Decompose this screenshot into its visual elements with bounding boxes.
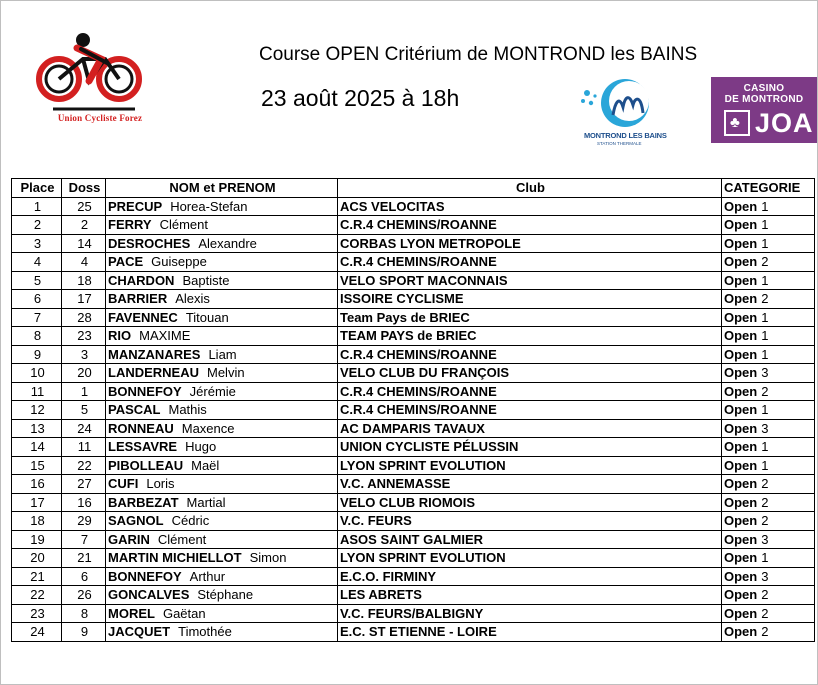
category-name: Open — [724, 383, 758, 399]
rider-lastname: LANDERNEAU — [108, 365, 199, 381]
rider-firstname: Jérémie — [189, 383, 236, 399]
cell-name — [106, 456, 338, 475]
header-club: Club — [338, 179, 722, 198]
rider-lastname: BARRIER — [108, 291, 168, 307]
rider-lastname: BARBEZAT — [108, 494, 179, 510]
category-name: Open — [724, 328, 758, 344]
table-row — [12, 290, 815, 309]
rider-firstname: Loris — [146, 476, 175, 492]
category-level: 2 — [761, 291, 769, 307]
category-level: 2 — [761, 587, 769, 603]
table-row — [12, 253, 815, 272]
cell-name — [106, 234, 338, 253]
cell-category — [722, 234, 815, 253]
cell-category — [722, 567, 815, 586]
rider-firstname: Clément — [157, 531, 207, 547]
rider-firstname: Alexis — [175, 291, 210, 307]
rider-lastname: RONNEAU — [108, 420, 174, 436]
cell-place: 17 — [12, 493, 62, 512]
header-category: CATEGORIE — [722, 179, 815, 198]
table-row — [12, 216, 815, 235]
cell-category — [722, 475, 815, 494]
cell-club: E.C. ST ETIENNE - LOIRE — [338, 623, 722, 642]
cell-club: V.C. FEURS — [338, 512, 722, 531]
rider-firstname: Simon — [249, 550, 287, 566]
rider-firstname: Titouan — [185, 309, 229, 325]
cell-club: C.R.4 CHEMINS/ROANNE — [338, 345, 722, 364]
cell-doss: 5 — [62, 401, 106, 420]
cell-category — [722, 512, 815, 531]
category-name: Open — [724, 624, 758, 640]
cell-doss: 28 — [62, 308, 106, 327]
rider-lastname: CUFI — [108, 476, 139, 492]
cell-place: 10 — [12, 364, 62, 383]
category-level: 2 — [761, 494, 769, 510]
table-row — [12, 549, 815, 568]
cell-category — [722, 530, 815, 549]
table-row — [12, 604, 815, 623]
header-name: NOM et PRENOM — [106, 179, 338, 198]
table-row — [12, 382, 815, 401]
cell-name — [106, 271, 338, 290]
cell-club: C.R.4 CHEMINS/ROANNE — [338, 216, 722, 235]
cell-doss: 21 — [62, 549, 106, 568]
category-name: Open — [724, 439, 758, 455]
table-row — [12, 419, 815, 438]
cell-club: VELO CLUB RIOMOIS — [338, 493, 722, 512]
cell-name — [106, 549, 338, 568]
casino-joa-logo — [711, 77, 817, 143]
table-row — [12, 271, 815, 290]
cell-category — [722, 586, 815, 605]
cell-doss: 16 — [62, 493, 106, 512]
ucf-logo — [31, 29, 151, 129]
cell-place: 15 — [12, 456, 62, 475]
cell-doss: 2 — [62, 216, 106, 235]
table-row — [12, 530, 815, 549]
rider-firstname: Maël — [191, 457, 220, 473]
cell-place: 2 — [12, 216, 62, 235]
cell-club: CORBAS LYON METROPOLE — [338, 234, 722, 253]
rider-firstname: Hugo — [185, 439, 217, 455]
cell-club: ACS VELOCITAS — [338, 197, 722, 216]
results-body — [12, 197, 815, 641]
cell-place: 5 — [12, 271, 62, 290]
cell-club: LES ABRETS — [338, 586, 722, 605]
table-row — [12, 234, 815, 253]
cell-place: 18 — [12, 512, 62, 531]
category-name: Open — [724, 254, 758, 270]
cell-doss: 17 — [62, 290, 106, 309]
rider-firstname: Baptiste — [182, 272, 230, 288]
category-level: 1 — [761, 198, 769, 214]
cell-category — [722, 382, 815, 401]
category-level: 1 — [761, 346, 769, 362]
rider-lastname: MANZANARES — [108, 346, 201, 362]
cell-category — [722, 623, 815, 642]
cell-doss: 24 — [62, 419, 106, 438]
cell-name — [106, 623, 338, 642]
rider-firstname: MAXIME — [139, 328, 191, 344]
table-row — [12, 327, 815, 346]
cell-name — [106, 364, 338, 383]
category-level: 2 — [761, 254, 769, 270]
rider-firstname: Melvin — [207, 365, 245, 381]
cell-doss: 27 — [62, 475, 106, 494]
cell-doss: 11 — [62, 438, 106, 457]
cell-club: VELO CLUB DU FRANÇOIS — [338, 364, 722, 383]
rider-lastname: GONCALVES — [108, 587, 190, 603]
category-name: Open — [724, 457, 758, 473]
cell-club: C.R.4 CHEMINS/ROANNE — [338, 401, 722, 420]
category-name: Open — [724, 494, 758, 510]
category-level: 1 — [761, 328, 769, 344]
rider-lastname: JACQUET — [108, 624, 171, 640]
table-row — [12, 438, 815, 457]
cell-club: ISSOIRE CYCLISME — [338, 290, 722, 309]
category-name: Open — [724, 217, 758, 233]
cell-name — [106, 345, 338, 364]
cell-place: 8 — [12, 327, 62, 346]
cell-doss: 4 — [62, 253, 106, 272]
cell-place: 1 — [12, 197, 62, 216]
cell-place: 20 — [12, 549, 62, 568]
category-level: 1 — [761, 550, 769, 566]
cell-place: 19 — [12, 530, 62, 549]
category-level: 1 — [761, 272, 769, 288]
ucf-logo-text: Union Cycliste Forez — [57, 113, 143, 123]
cell-category — [722, 345, 815, 364]
montrond-m-icon — [575, 73, 675, 131]
category-level: 2 — [761, 476, 769, 492]
cell-doss: 26 — [62, 586, 106, 605]
cell-name — [106, 438, 338, 457]
rider-lastname: MOREL — [108, 605, 155, 621]
cell-category — [722, 216, 815, 235]
cell-club: ASOS SAINT GALMIER — [338, 530, 722, 549]
cell-club: TEAM PAYS de BRIEC — [338, 327, 722, 346]
rider-firstname: Timothée — [178, 624, 232, 640]
clover-icon: ♣ — [724, 110, 750, 136]
cell-place: 21 — [12, 567, 62, 586]
cell-doss: 8 — [62, 604, 106, 623]
montrond-logo — [575, 73, 675, 153]
cell-category — [722, 401, 815, 420]
rider-firstname: Alexandre — [198, 235, 257, 251]
cell-category — [722, 290, 815, 309]
rider-lastname: LESSAVRE — [108, 439, 178, 455]
cell-club: LYON SPRINT EVOLUTION — [338, 456, 722, 475]
cell-club: V.C. ANNEMASSE — [338, 475, 722, 494]
rider-lastname: RIO — [108, 328, 132, 344]
table-row — [12, 493, 815, 512]
cyclist-icon — [31, 29, 151, 113]
cell-club: C.R.4 CHEMINS/ROANNE — [338, 253, 722, 272]
cell-category — [722, 253, 815, 272]
category-name: Open — [724, 272, 758, 288]
category-level: 3 — [761, 531, 769, 547]
cell-doss: 7 — [62, 530, 106, 549]
cell-club: C.R.4 CHEMINS/ROANNE — [338, 382, 722, 401]
category-level: 1 — [761, 309, 769, 325]
cell-category — [722, 419, 815, 438]
rider-lastname: BONNEFOY — [108, 568, 182, 584]
cell-name — [106, 586, 338, 605]
cell-doss: 1 — [62, 382, 106, 401]
category-name: Open — [724, 550, 758, 566]
cell-place: 13 — [12, 419, 62, 438]
category-level: 2 — [761, 605, 769, 621]
cell-doss: 20 — [62, 364, 106, 383]
casino-logo-line2: DE MONTROND — [724, 94, 804, 105]
cell-place: 6 — [12, 290, 62, 309]
cell-place: 7 — [12, 308, 62, 327]
category-level: 1 — [761, 235, 769, 251]
rider-firstname: Martial — [186, 494, 226, 510]
montrond-logo-name: MONTROND LES BAINS — [584, 131, 667, 140]
category-name: Open — [724, 531, 758, 547]
race-date: 23 août 2025 à 18h — [261, 85, 460, 111]
table-row — [12, 364, 815, 383]
results-table — [11, 178, 815, 642]
rider-firstname: Clément — [159, 217, 208, 233]
cell-club: Team Pays de BRIEC — [338, 308, 722, 327]
rider-lastname: SAGNOL — [108, 513, 164, 529]
cell-doss: 18 — [62, 271, 106, 290]
cell-name — [106, 290, 338, 309]
cell-name — [106, 401, 338, 420]
category-name: Open — [724, 402, 758, 418]
table-row — [12, 401, 815, 420]
table-row — [12, 456, 815, 475]
cell-club: VELO SPORT MACONNAIS — [338, 271, 722, 290]
category-name: Open — [724, 420, 758, 436]
table-row — [12, 586, 815, 605]
table-row — [12, 512, 815, 531]
table-header-row — [12, 179, 815, 198]
category-level: 3 — [761, 365, 769, 381]
cell-club: UNION CYCLISTE PÉLUSSIN — [338, 438, 722, 457]
category-level: 3 — [761, 420, 769, 436]
montrond-logo-sub: STATION THERMALE — [597, 141, 642, 146]
rider-lastname: PASCAL — [108, 402, 161, 418]
cell-name — [106, 382, 338, 401]
category-level: 2 — [761, 624, 769, 640]
cell-doss: 6 — [62, 567, 106, 586]
category-name: Open — [724, 476, 758, 492]
cell-category — [722, 438, 815, 457]
rider-lastname: PACE — [108, 254, 144, 270]
cell-name — [106, 327, 338, 346]
table-row — [12, 475, 815, 494]
category-name: Open — [724, 291, 758, 307]
cell-category — [722, 197, 815, 216]
race-title: Course OPEN Critérium de MONTROND les BAINS — [259, 44, 698, 65]
category-name: Open — [724, 198, 758, 214]
cell-place: 16 — [12, 475, 62, 494]
table-row — [12, 345, 815, 364]
cell-name — [106, 216, 338, 235]
cell-place: 9 — [12, 345, 62, 364]
table-row — [12, 308, 815, 327]
category-level: 2 — [761, 383, 769, 399]
rider-lastname: CHARDON — [108, 272, 175, 288]
category-level: 1 — [761, 402, 769, 418]
rider-lastname: DESROCHES — [108, 235, 191, 251]
cell-doss: 23 — [62, 327, 106, 346]
category-level: 3 — [761, 568, 769, 584]
rider-firstname: Mathis — [168, 402, 207, 418]
cell-name — [106, 308, 338, 327]
category-name: Open — [724, 605, 758, 621]
cell-club: V.C. FEURS/BALBIGNY — [338, 604, 722, 623]
cell-doss: 14 — [62, 234, 106, 253]
rider-lastname: FERRY — [108, 217, 152, 233]
cell-name — [106, 512, 338, 531]
cell-name — [106, 567, 338, 586]
cell-category — [722, 308, 815, 327]
cell-club: AC DAMPARIS TAVAUX — [338, 419, 722, 438]
cell-category — [722, 327, 815, 346]
cell-category — [722, 493, 815, 512]
rider-firstname: Arthur — [189, 568, 226, 584]
rider-firstname: Liam — [208, 346, 237, 362]
table-row — [12, 623, 815, 642]
cell-name — [106, 475, 338, 494]
table-row — [12, 567, 815, 586]
cell-place: 4 — [12, 253, 62, 272]
cell-place: 22 — [12, 586, 62, 605]
category-name: Open — [724, 309, 758, 325]
header-place: Place — [12, 179, 62, 198]
cell-doss: 25 — [62, 197, 106, 216]
cell-place: 11 — [12, 382, 62, 401]
cell-doss: 9 — [62, 623, 106, 642]
header-doss: Doss — [62, 179, 106, 198]
cell-place: 12 — [12, 401, 62, 420]
cell-category — [722, 604, 815, 623]
casino-logo-line1: CASINO — [743, 83, 785, 94]
category-level: 1 — [761, 457, 769, 473]
rider-lastname: FAVENNEC — [108, 309, 178, 325]
rider-firstname: Horea-Stefan — [170, 198, 248, 214]
category-level: 1 — [761, 439, 769, 455]
cell-name — [106, 604, 338, 623]
cell-place: 23 — [12, 604, 62, 623]
category-name: Open — [724, 513, 758, 529]
cell-doss: 3 — [62, 345, 106, 364]
cell-name — [106, 493, 338, 512]
casino-logo-brand: JOA — [755, 108, 814, 138]
rider-firstname: Guiseppe — [151, 254, 207, 270]
table-row — [12, 197, 815, 216]
cell-place: 14 — [12, 438, 62, 457]
cell-place: 24 — [12, 623, 62, 642]
cell-club: LYON SPRINT EVOLUTION — [338, 549, 722, 568]
cell-name — [106, 197, 338, 216]
cell-place: 3 — [12, 234, 62, 253]
category-name: Open — [724, 365, 758, 381]
rider-lastname: GARIN — [108, 531, 150, 547]
category-level: 1 — [761, 217, 769, 233]
cell-category — [722, 456, 815, 475]
rider-lastname: MARTIN MICHIELLOT — [108, 550, 242, 566]
cell-club: E.C.O. FIRMINY — [338, 567, 722, 586]
rider-lastname: BONNEFOY — [108, 383, 182, 399]
cell-category — [722, 549, 815, 568]
cell-name — [106, 530, 338, 549]
rider-firstname: Stéphane — [197, 587, 254, 603]
category-name: Open — [724, 346, 758, 362]
rider-firstname: Gaëtan — [162, 605, 206, 621]
category-name: Open — [724, 587, 758, 603]
rider-lastname: PRECUP — [108, 198, 163, 214]
cell-doss: 22 — [62, 456, 106, 475]
category-name: Open — [724, 235, 758, 251]
cell-category — [722, 271, 815, 290]
cell-category — [722, 364, 815, 383]
category-level: 2 — [761, 513, 769, 529]
cell-name — [106, 253, 338, 272]
rider-firstname: Maxence — [181, 420, 235, 436]
category-name: Open — [724, 568, 758, 584]
cell-doss: 29 — [62, 512, 106, 531]
rider-lastname: PIBOLLEAU — [108, 457, 184, 473]
rider-firstname: Cédric — [171, 513, 210, 529]
cell-name — [106, 419, 338, 438]
